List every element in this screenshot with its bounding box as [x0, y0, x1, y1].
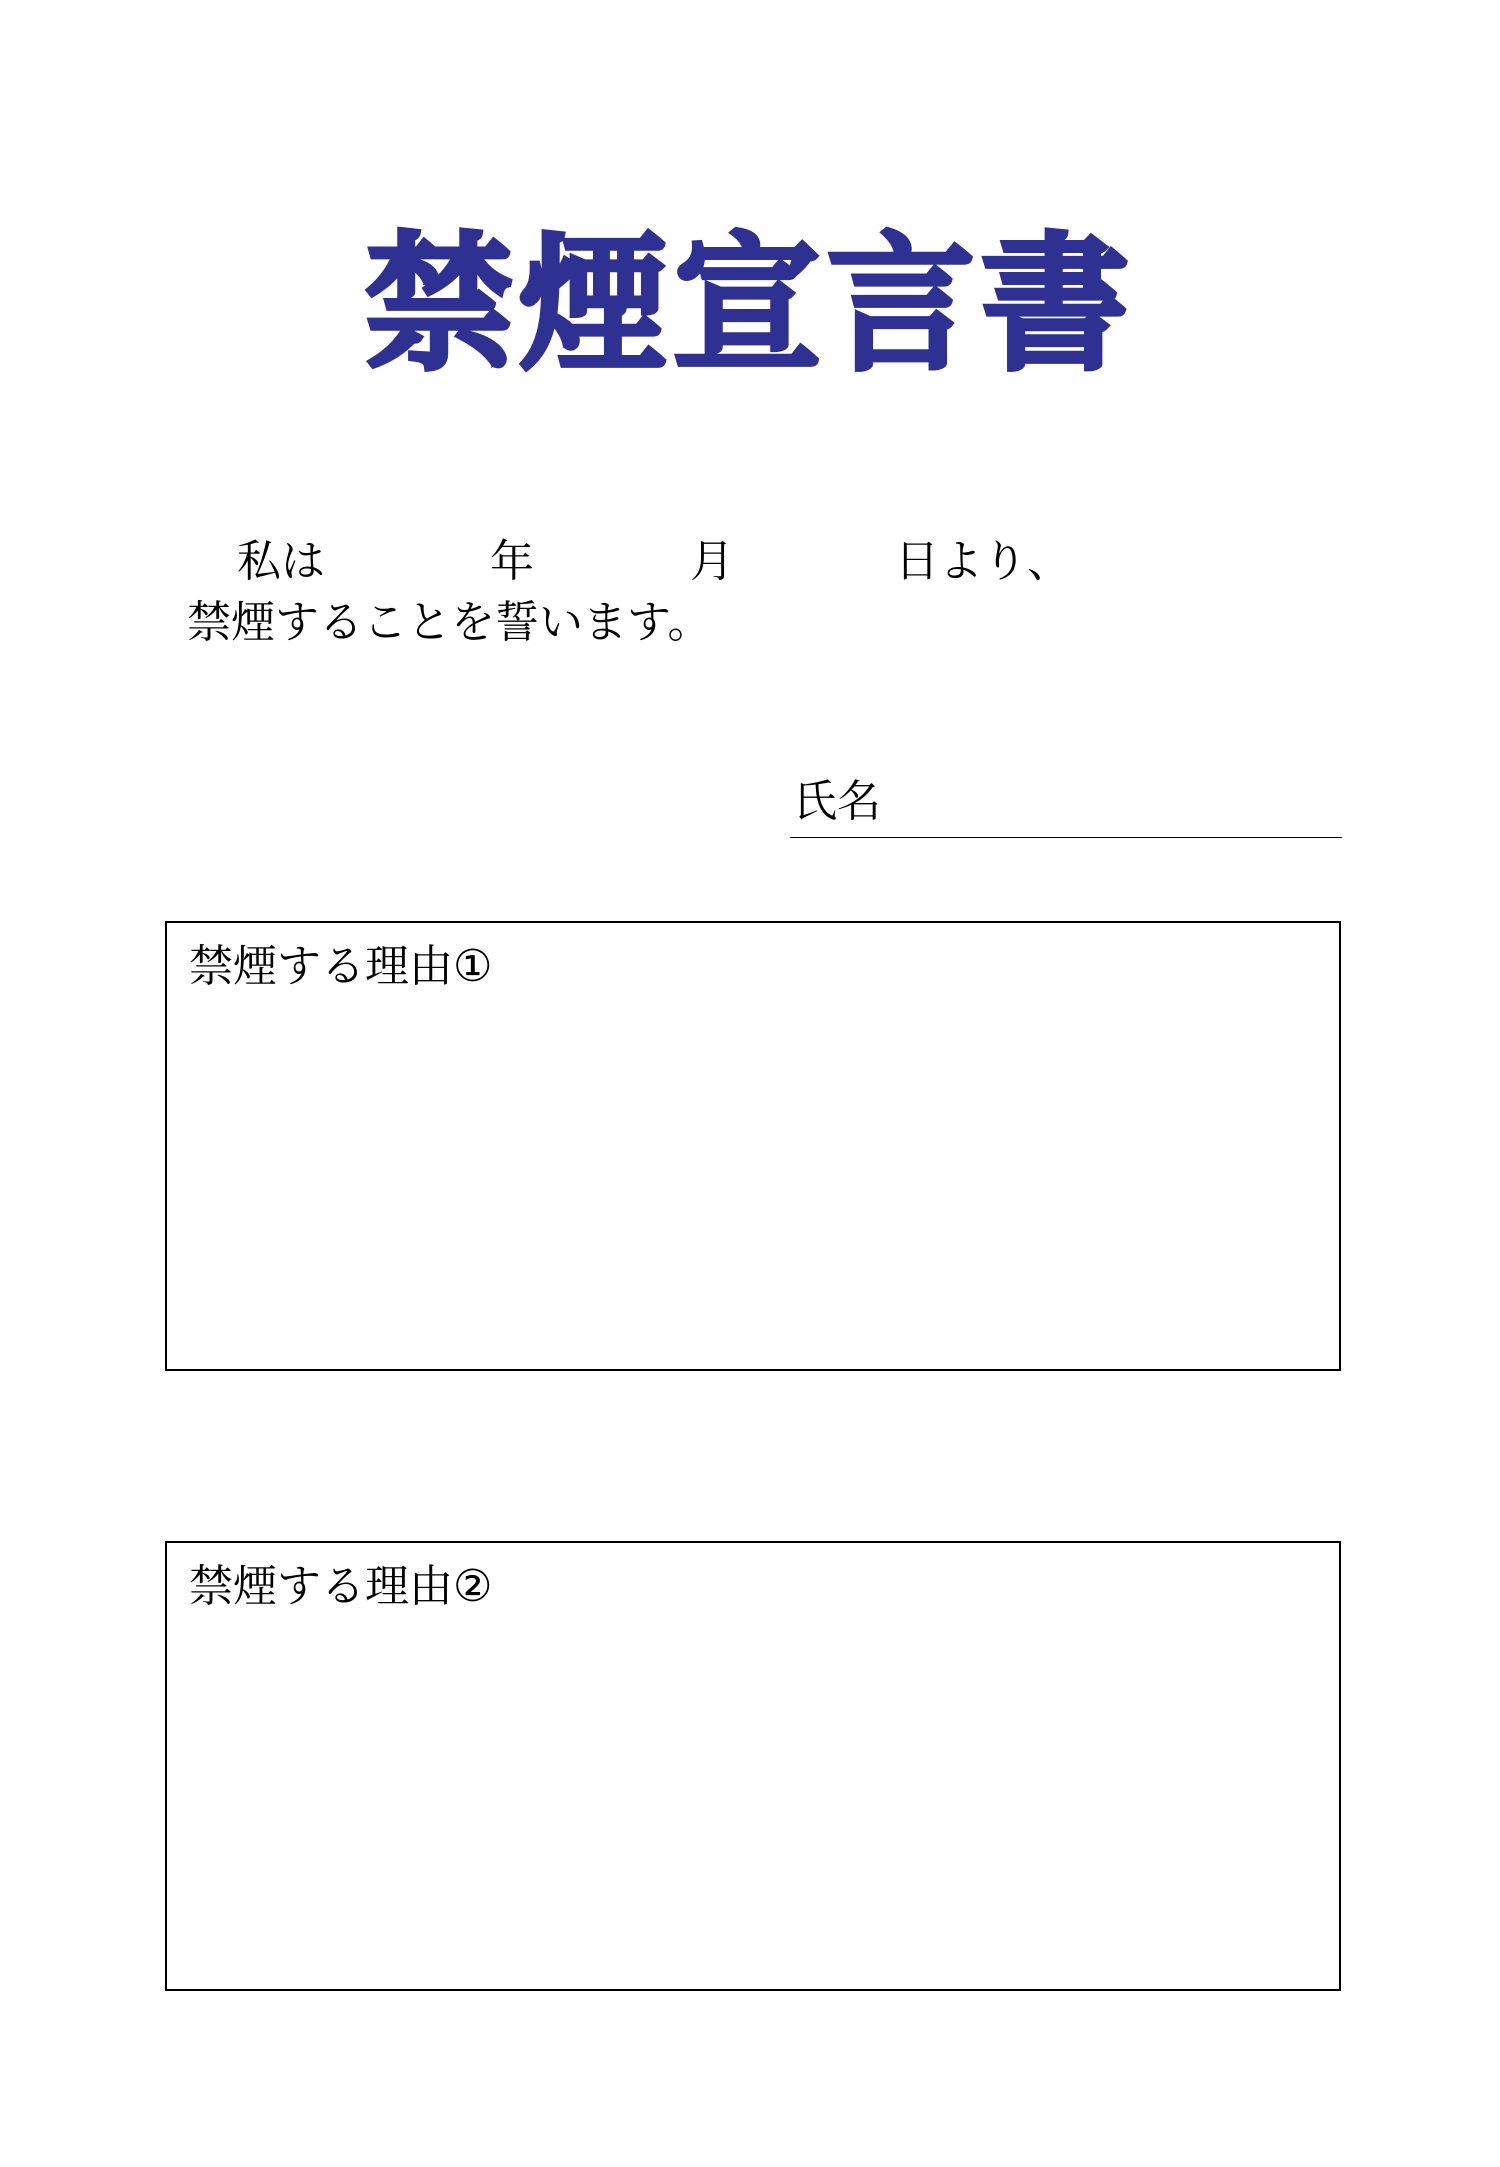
document-title: 禁煙宣言書	[365, 219, 1135, 391]
pledge-line-2: 禁煙することを誓います。	[187, 597, 712, 648]
reason-label-2: 禁煙する理由②	[189, 1561, 493, 1612]
pledge-lead: 私は	[237, 536, 325, 587]
reason-box-2[interactable]	[165, 1541, 1341, 1991]
pledge-year-unit: 年	[490, 536, 534, 587]
pledge-day-suffix: 日より、	[895, 536, 1071, 587]
reason-label-1: 禁煙する理由①	[189, 941, 493, 992]
pledge-month-unit: 月	[690, 536, 734, 587]
name-signature-line[interactable]	[790, 837, 1342, 838]
name-label: 氏名	[793, 776, 881, 827]
reason-box-1[interactable]	[165, 921, 1341, 1371]
